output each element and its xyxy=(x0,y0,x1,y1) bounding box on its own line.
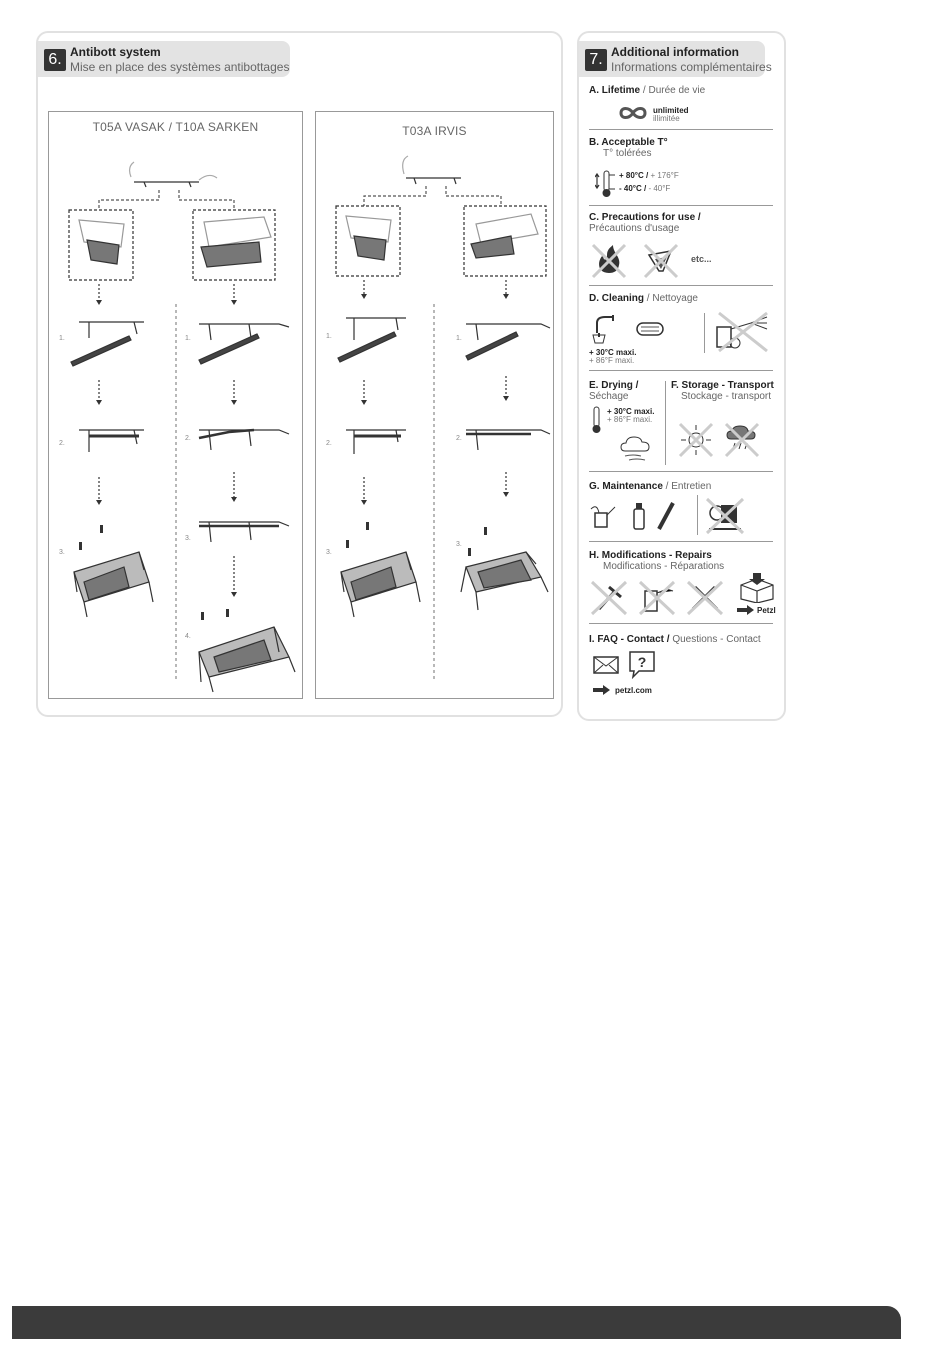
step-label: 1. xyxy=(185,335,191,342)
drying-temp-f: + 86°F maxi. xyxy=(607,415,653,424)
divider xyxy=(697,495,698,535)
storage-heading: F. Storage - Transport xyxy=(671,380,774,391)
step-label: 3. xyxy=(59,549,65,556)
file-icon xyxy=(655,499,677,531)
footer-bar xyxy=(12,1306,901,1339)
chemical-crossed-icon xyxy=(641,241,681,279)
question-icon xyxy=(629,651,655,679)
box-icon xyxy=(737,573,777,603)
additional-info-card xyxy=(577,31,786,721)
hammer-crossed-icon xyxy=(589,579,629,617)
antibott-system-card xyxy=(36,31,563,717)
step-label: 4. xyxy=(185,633,191,640)
step-label: 1. xyxy=(456,335,462,342)
maintenance-heading: G. Maintenance / Entretien xyxy=(589,481,712,492)
petzl-url: petzl.com xyxy=(615,686,652,695)
lifetime-heading: A. Lifetime / Durée de vie xyxy=(589,85,706,96)
storage-heading-fr: Stockage - transport xyxy=(681,391,772,402)
svg-text:?: ? xyxy=(637,654,647,670)
envelope-icon xyxy=(593,655,619,675)
section-7-title: Additional information xyxy=(611,45,739,59)
tools-crossed-icon xyxy=(685,579,725,617)
panel-irvis xyxy=(315,111,554,699)
pressure-washer-crossed-icon xyxy=(711,309,775,353)
divider xyxy=(589,129,773,130)
faq-heading: I. FAQ - Contact / Questions - Contact xyxy=(589,634,761,645)
cleaning-temp-c: + 30°C maxi. xyxy=(589,348,637,357)
section-6-subtitle: Mise en place des systèmes antibottages xyxy=(70,60,290,74)
temperature-heading: B. Acceptable T° xyxy=(589,137,668,148)
section-6-number: 6. xyxy=(44,49,66,71)
temperature-min: - 40°C / - 40°F xyxy=(619,184,671,193)
torch-crossed-icon xyxy=(637,579,677,617)
cleaning-heading: D. Cleaning / Nettoyage xyxy=(589,293,698,304)
panel-vasak-sarken xyxy=(48,111,303,699)
arrow-right-icon xyxy=(737,605,755,615)
fire-crossed-icon xyxy=(589,241,629,279)
divider xyxy=(589,370,773,371)
step-label: 3. xyxy=(456,541,462,548)
cleaning-temp-f: + 86°F maxi. xyxy=(589,356,635,365)
irvis-diagram xyxy=(316,112,553,698)
infinity-icon xyxy=(619,105,647,121)
drying-heading-fr: Séchage xyxy=(589,391,629,402)
divider xyxy=(704,313,705,353)
modifications-heading: H. Modifications - Repairs xyxy=(589,550,712,561)
divider xyxy=(589,285,773,286)
divider xyxy=(589,541,773,542)
lifetime-value: unlimited xyxy=(653,106,689,115)
divider xyxy=(589,471,773,472)
section-6-header xyxy=(38,41,290,77)
arrow-right-icon xyxy=(593,685,611,695)
step-label: 3. xyxy=(326,549,332,556)
sponge-brush-icon xyxy=(635,319,667,341)
step-label: 2. xyxy=(326,440,332,447)
precautions-etc: etc... xyxy=(691,254,712,264)
step-label: 2. xyxy=(59,440,65,447)
grinder-crossed-icon xyxy=(703,495,747,535)
thermometer-icon xyxy=(591,405,603,435)
temperature-heading-fr: T° tolérées xyxy=(603,148,652,159)
lifetime-value-fr: illimitée xyxy=(653,114,680,123)
oil-can-icon xyxy=(589,499,619,531)
temperature-max: + 80°C / + 176°F xyxy=(619,171,679,180)
thermometer-icon xyxy=(595,169,617,199)
divider xyxy=(589,623,773,624)
divider xyxy=(665,381,666,465)
precautions-heading: C. Precautions for use / xyxy=(589,212,701,223)
section-7-number: 7. xyxy=(585,49,607,71)
cloud-wind-icon xyxy=(619,433,659,465)
section-7-header xyxy=(579,41,772,77)
drying-heading: E. Drying / xyxy=(589,380,639,391)
step-label: 1. xyxy=(59,335,65,342)
divider xyxy=(589,205,773,206)
tap-icon xyxy=(591,313,625,345)
panel-irvis-title: T03A IRVIS xyxy=(402,124,467,138)
precautions-heading-fr: Précautions d'usage xyxy=(589,223,680,234)
section-6-title: Antibott system xyxy=(70,45,161,59)
step-label: 1. xyxy=(326,333,332,340)
sun-crossed-icon xyxy=(677,421,715,459)
drying-temp-c: + 30°C maxi. xyxy=(607,407,655,416)
petzl-brand: Petzl xyxy=(757,606,776,615)
step-label: 2. xyxy=(456,435,462,442)
section-7-subtitle: Informations complémentaires xyxy=(611,60,772,74)
step-label: 3. xyxy=(185,535,191,542)
spray-icon xyxy=(631,499,647,531)
step-label: 2. xyxy=(185,435,191,442)
rain-crossed-icon xyxy=(723,421,761,459)
modifications-heading-fr: Modifications - Réparations xyxy=(603,561,725,572)
vasak-sarken-diagram xyxy=(49,112,302,698)
panel-vasak-sarken-title: T05A VASAK / T10A SARKEN xyxy=(92,120,259,134)
